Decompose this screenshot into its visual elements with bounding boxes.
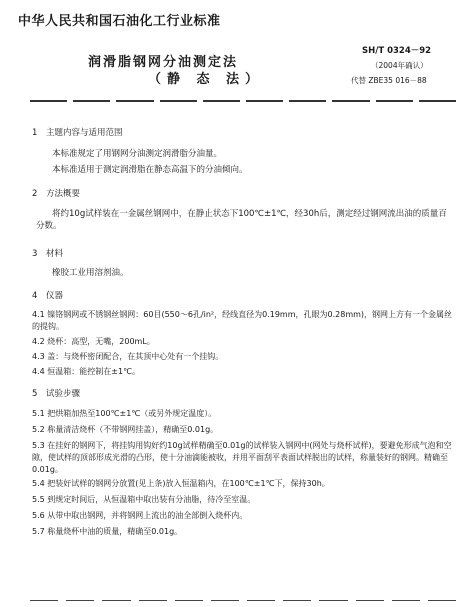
section-title: 仪器 (46, 291, 64, 301)
section-title: 材料 (46, 249, 64, 259)
section-4-heading (32, 289, 63, 301)
section-5-item-3: 5.3 在挂好的钢网下，将挂钩用钩好约10g试样精确至0.01g的试样装入钢网中(网处与烧杯试样)，要避免形成气泡和空隙，使试样的顶部形成光滑的凸形，使十分油滴能被收，并用平面刮平表面试样脱出的试样，称量装好的钢网。精确至0.01g。 (32, 441, 452, 474)
section-number: 3 (32, 249, 38, 259)
section-4-item-4: 4.4 恒温箱：能控制在±1℃。 (32, 367, 141, 376)
section-5-heading (32, 387, 80, 399)
section-4-item-2: 4.2 烧杯：高型，无嘴，200mL。 (32, 337, 155, 346)
section-1-heading (32, 126, 123, 138)
section-4-item-1: 4.1 镍铬钢网或不锈钢丝钢网：60目(550～6孔/in²，经线直径为0.19mm，孔眼为0.28mm)，钢网上方有一个金属丝的提钩。 (32, 310, 453, 331)
section-1-paragraph-2: 本标准适用于测定润滑脂在静态高温下的分油倾向。 (52, 165, 248, 175)
document-subtitle: （静 态 法） (148, 72, 265, 87)
section-1-paragraph-1: 本标准规定了用钢网分油测定润滑脂分油量。 (52, 149, 223, 159)
header-divider (30, 100, 456, 102)
section-3-heading (32, 247, 63, 259)
section-5-item-2: 5.2 称量清洁烧杯（不带钢网挂盖），精确至0.01g。 (32, 425, 219, 434)
section-5-item-1: 5.1 把烘箱加热至100℃±1℃（或另外规定温度）。 (32, 409, 217, 418)
section-5-item-4: 5.4 把装好试样的钢网分放置(见上条)放入恒温箱内，在100℃±1℃下，保持30h。 (32, 479, 330, 488)
section-number: 4 (32, 291, 38, 301)
section-number: 1 (32, 128, 38, 138)
section-5-item-6: 5.6 从带中取出钢网，并将钢网上流出的油全部倒入烧杯内。 (32, 511, 248, 520)
section-title: 试验步骤 (46, 389, 81, 399)
standard-category-header: 中华人民共和国石油化工行业标准 (18, 14, 221, 29)
section-2-paragraph: 将约10g试样装在一金属丝钢网中，在静止状态下100℃±1℃，经30h后，测定经过钢网流出油的质量百分数。 (36, 209, 447, 231)
standard-number: SH/T 0324－92 (362, 46, 432, 56)
section-3-paragraph: 橡胶工业用溶剂油。 (52, 268, 129, 278)
section-4-item-3: 4.3 盖：与烧杯密闭配合，在其顶中心处有一个挂钩。 (32, 352, 224, 361)
section-title: 方法概要 (46, 189, 81, 199)
section-number: 5 (32, 389, 38, 399)
replaces-note: 代替 ZBE35 016－88 (351, 76, 427, 85)
document-title: 润滑脂钢网分油测定法 (88, 55, 239, 70)
section-5-item-7: 5.7 称量烧杯中油的质量，精确至0.01g。 (32, 527, 183, 536)
section-5-item-5: 5.5 到规定时间后，从恒温箱中取出装有分油脂，待冷至室温。 (32, 495, 256, 504)
section-number: 2 (32, 189, 38, 199)
footer-divider (30, 600, 456, 601)
section-title: 主题内容与适用范围 (46, 128, 123, 138)
section-2-heading (32, 187, 80, 199)
confirmation-note: （2004年确认） (371, 61, 428, 70)
